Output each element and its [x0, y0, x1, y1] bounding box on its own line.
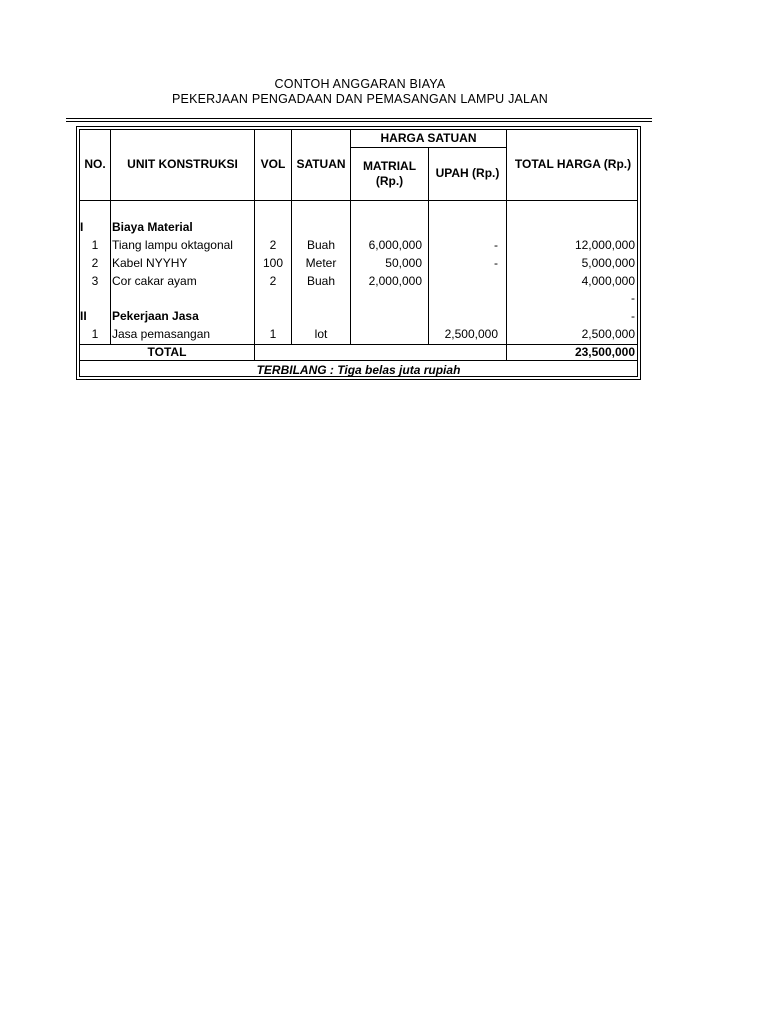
- row-vol: 100: [262, 256, 284, 270]
- total-row-bottom-line: [80, 360, 637, 361]
- header-unit-konstruksi: UNIT KONSTRUKSI: [127, 157, 238, 171]
- row-upah: -: [494, 238, 498, 252]
- total-value: 23,500,000: [574, 345, 635, 359]
- document-subtitle: PEKERJAAN PENGADAAN DAN PEMASANGAN LAMPU JALAN: [172, 92, 548, 106]
- row-satuan: Buah: [306, 238, 336, 252]
- row-total: 12,000,000: [574, 238, 635, 252]
- row-matrial: 2,000,000: [368, 274, 422, 288]
- row-no: 1: [91, 238, 99, 252]
- total-label: TOTAL: [147, 345, 187, 359]
- row-no: 2: [91, 256, 99, 270]
- header-matrial-unit: (Rp.): [375, 174, 404, 188]
- row-no: 3: [91, 274, 99, 288]
- section-code: I: [80, 220, 84, 234]
- row-matrial: 50,000: [385, 256, 422, 270]
- row-upah: 2,500,000: [444, 327, 498, 341]
- header-satuan: SATUAN: [296, 157, 346, 171]
- header-bottom-line: [80, 200, 637, 201]
- title-rule-bottom: [66, 121, 652, 122]
- row-no: 1: [91, 327, 99, 341]
- harga-satuan-underline: [350, 147, 506, 148]
- section-name: Biaya Material: [112, 220, 193, 234]
- budget-table-inner-border: [79, 129, 638, 377]
- row-total: 5,000,000: [581, 256, 635, 270]
- header-no: NO.: [84, 157, 106, 171]
- document-title: CONTOH ANGGARAN BIAYA: [274, 77, 446, 91]
- section-name: Pekerjaan Jasa: [112, 309, 199, 323]
- row-vol: 2: [269, 274, 277, 288]
- terbilang-text: TERBILANG : Tiga belas juta rupiah: [256, 363, 461, 377]
- row-total: 2,500,000: [581, 327, 635, 341]
- row-satuan: Buah: [306, 274, 336, 288]
- header-upah: UPAH (Rp.): [435, 166, 500, 180]
- header-harga-satuan: HARGA SATUAN: [380, 131, 477, 145]
- header-matrial: MATRIAL: [362, 159, 417, 173]
- row-unit: Kabel NYYHY: [112, 256, 188, 270]
- row-matrial: 6,000,000: [368, 238, 422, 252]
- row-total: 4,000,000: [581, 274, 635, 288]
- row-unit: Jasa pemasangan: [112, 327, 211, 341]
- row-vol: 1: [269, 327, 277, 341]
- header-total-harga: TOTAL HARGA (Rp.): [514, 157, 632, 171]
- row-unit: Cor cakar ayam: [112, 274, 197, 288]
- row-unit: Tiang lampu oktagonal: [112, 238, 233, 252]
- budget-table: [76, 126, 641, 380]
- spacer-total: -: [631, 291, 635, 305]
- row-vol: 2: [269, 238, 277, 252]
- section-code: II: [80, 309, 87, 323]
- row-satuan: Meter: [305, 256, 337, 270]
- row-satuan: lot: [314, 327, 328, 341]
- section-total: -: [631, 309, 635, 323]
- header-vol: VOL: [260, 157, 286, 171]
- title-rule-top: [66, 118, 652, 119]
- row-upah: -: [494, 256, 498, 270]
